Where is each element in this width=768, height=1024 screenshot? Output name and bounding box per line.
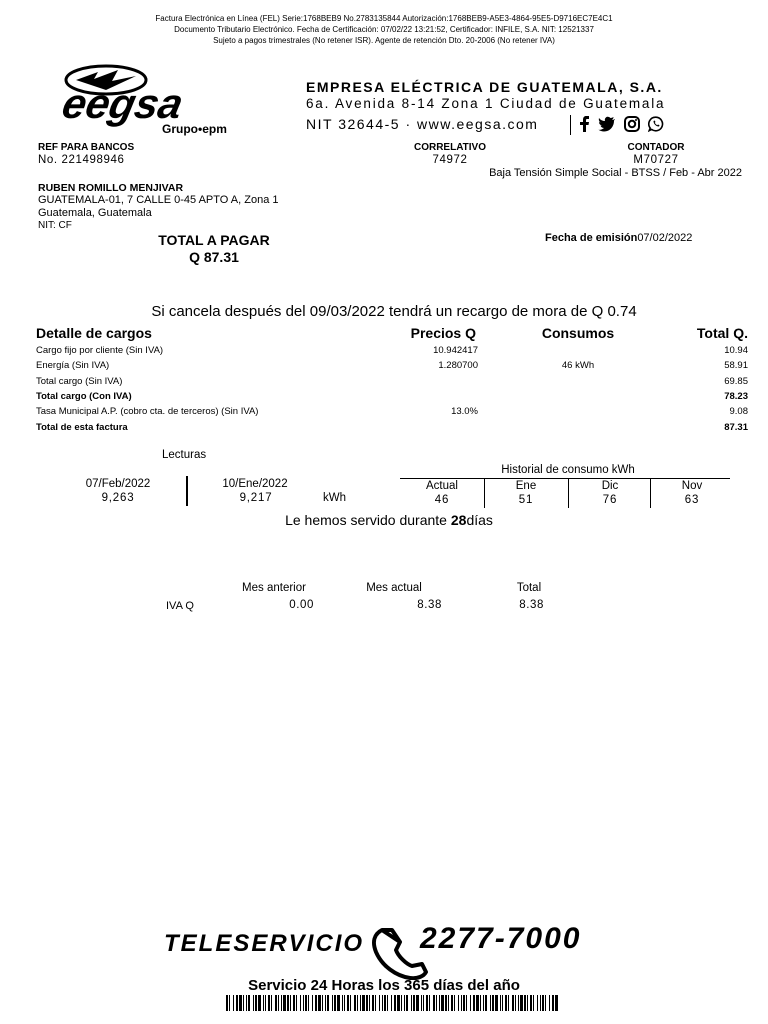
header-total: Total Q. — [696, 325, 748, 341]
barcode-bar — [533, 995, 534, 1011]
barcode-bar — [253, 995, 254, 1011]
history-separator — [650, 478, 651, 508]
barcode-bar — [401, 995, 402, 1011]
barcode-bar — [265, 995, 266, 1011]
service-days-prefix: Le hemos servido durante — [285, 512, 447, 528]
charge-row — [36, 345, 748, 360]
barcode-bar — [413, 995, 415, 1011]
barcode-bar — [322, 995, 323, 1011]
charge-row — [36, 376, 748, 391]
barcode-bar — [527, 995, 528, 1011]
barcode-bar — [537, 995, 538, 1011]
reading-previous-value: 9,217 — [239, 492, 273, 504]
whatsapp-icon[interactable] — [648, 116, 664, 132]
barcode-bar — [483, 995, 484, 1011]
barcode-bar — [500, 995, 501, 1011]
emission-date — [545, 232, 692, 244]
barcode-bar — [347, 995, 349, 1011]
barcode-bar — [275, 995, 277, 1011]
barcode-bar — [327, 995, 329, 1011]
charge-price: 1.280700 — [438, 360, 478, 372]
history-month-value: 51 — [518, 494, 534, 506]
barcode-bar — [463, 995, 465, 1011]
reading-previous-date: 10/Ene/2022 — [222, 478, 288, 490]
customer-nit: NIT: CF — [38, 220, 72, 231]
twitter-icon[interactable] — [598, 116, 616, 132]
charge-price: 10.942417 — [433, 345, 478, 356]
logo-group: Grupo•epm — [162, 122, 227, 136]
barcode-bar — [375, 995, 376, 1011]
charge-row — [36, 406, 748, 421]
barcode-bar — [342, 995, 343, 1011]
barcode-bar — [233, 995, 234, 1011]
barcode-bar — [300, 995, 301, 1011]
barcode-bar — [391, 995, 392, 1011]
barcode-bar — [312, 995, 313, 1011]
barcode — [226, 995, 556, 1011]
barcode-bar — [369, 995, 370, 1011]
barcode-bar — [226, 995, 228, 1011]
barcode-bar — [549, 995, 550, 1011]
history-month-label: Ene — [515, 480, 537, 492]
barcode-bar — [441, 995, 444, 1011]
barcode-bar — [229, 995, 230, 1011]
charge-consumption: 46 kWh — [561, 360, 595, 372]
barcode-bar — [470, 995, 471, 1011]
logo-wordmark: eegsa — [62, 80, 188, 127]
barcode-bar — [473, 995, 475, 1011]
contador-label: CONTADOR — [627, 142, 685, 153]
barcode-bar — [508, 995, 509, 1011]
tariff-description: Baja Tensión Simple Social - BTSS / Feb - Abr 2022 — [489, 167, 742, 179]
history-month-label: Dic — [601, 480, 619, 492]
barcode-bar — [426, 995, 428, 1011]
barcode-bar — [287, 995, 289, 1011]
charge-total: 9.08 — [729, 406, 748, 418]
barcode-bar — [552, 995, 554, 1011]
fel-line-2: Documento Tributario Electrónico. Fecha de Certificación: 07/02/22 13:21:52, Certificador: INFILE, S.A. NIT: 12521337 — [174, 25, 594, 34]
history-rule — [400, 478, 730, 479]
barcode-bar — [334, 995, 336, 1011]
barcode-bar — [281, 995, 282, 1011]
emission-label: Fecha de emisión — [545, 232, 638, 244]
history-month-value: 76 — [602, 494, 618, 506]
barcode-bar — [366, 995, 368, 1011]
iva-header-previous: Mes anterior — [242, 582, 306, 594]
barcode-bar — [271, 995, 272, 1011]
barcode-bar — [540, 995, 541, 1011]
barcode-bar — [332, 995, 333, 1011]
barcode-bar — [404, 995, 405, 1011]
iva-header-current: Mes actual — [366, 582, 422, 594]
barcode-bar — [354, 995, 356, 1011]
barcode-bar — [293, 995, 295, 1011]
barcode-bar — [545, 995, 546, 1011]
fel-line-1: Factura Electrónica en Línea (FEL) Serie:1768BEB9 No.2783135844 Autorización:1768BEB9-A5E3-4864-95E5-D9716EC7E4C1 — [155, 14, 613, 23]
barcode-bar — [480, 995, 481, 1011]
teleservicio-label: TELESERVICIO — [164, 930, 365, 957]
barcode-bar — [495, 995, 498, 1011]
barcode-bar — [315, 995, 317, 1011]
barcode-bar — [278, 995, 279, 1011]
barcode-bar — [308, 995, 309, 1011]
barcode-bar — [454, 995, 455, 1011]
barcode-bar — [372, 995, 374, 1011]
charge-total: 10.94 — [724, 345, 748, 356]
history-separator — [484, 478, 485, 508]
barcode-bar — [423, 995, 424, 1011]
total-label: TOTAL A PAGAR — [158, 232, 270, 248]
barcode-bar — [268, 995, 270, 1011]
readings-separator — [186, 476, 188, 506]
barcode-bar — [362, 995, 365, 1011]
reading-current-value: 9,263 — [101, 492, 135, 504]
charge-row — [36, 391, 748, 406]
readings-title: Lecturas — [162, 449, 207, 461]
barcode-bar — [325, 995, 326, 1011]
charge-total: 87.31 — [724, 421, 748, 433]
barcode-bar — [236, 995, 238, 1011]
barcode-bar — [476, 995, 479, 1011]
barcode-bar — [421, 995, 422, 1011]
header-detail: Detalle de cargos — [36, 325, 152, 341]
barcode-bar — [318, 995, 321, 1011]
barcode-bar — [384, 995, 386, 1011]
barcode-bar — [429, 995, 430, 1011]
barcode-bar — [439, 995, 440, 1011]
barcode-bar — [387, 995, 388, 1011]
barcode-bar — [555, 995, 558, 1011]
barcode-bar — [379, 995, 380, 1011]
charge-label: Tasa Municipal A.P. (cobro cta. de terceros) (Sin IVA) — [36, 406, 259, 418]
barcode-bar — [445, 995, 447, 1011]
barcode-bar — [466, 995, 467, 1011]
barcode-bar — [518, 995, 519, 1011]
barcode-bar — [243, 995, 244, 1011]
barcode-bar — [502, 995, 503, 1011]
charge-label: Total cargo (Con IVA) — [36, 390, 132, 402]
barcode-bar — [485, 995, 487, 1011]
barcode-bar — [382, 995, 383, 1011]
teleservicio-phone: 2277-7000 — [420, 922, 582, 955]
barcode-bar — [357, 995, 358, 1011]
charges-header — [36, 325, 748, 343]
barcode-bar — [542, 995, 544, 1011]
barcode-bar — [394, 995, 396, 1011]
barcode-bar — [505, 995, 507, 1011]
barcode-bar — [305, 995, 307, 1011]
iva-previous: 0.00 — [289, 599, 314, 611]
ref-value: No. 221498946 — [38, 154, 125, 166]
barcode-bar — [451, 995, 453, 1011]
barcode-bar — [515, 995, 516, 1011]
late-fee-notice: Si cancela después del 09/03/2022 tendrá un recargo de mora de Q 0.74 — [151, 303, 637, 320]
barcode-bar — [344, 995, 345, 1011]
barcode-bar — [433, 995, 435, 1011]
barcode-bar — [520, 995, 523, 1011]
ref-label: REF PARA BANCOS — [38, 142, 135, 153]
iva-current: 8.38 — [417, 599, 442, 611]
barcode-bar — [350, 995, 351, 1011]
header-consumption: Consumos — [541, 325, 615, 341]
customer-address-2: Guatemala, Guatemala — [38, 207, 152, 219]
iva-header-total: Total — [516, 582, 542, 594]
charge-label: Cargo fijo por cliente (Sin IVA) — [36, 345, 164, 356]
customer-name: RUBEN ROMILLO MENJIVAR — [38, 182, 184, 194]
barcode-bar — [461, 995, 462, 1011]
instagram-icon[interactable] — [624, 116, 640, 132]
barcode-bar — [296, 995, 297, 1011]
company-name: EMPRESA ELÉCTRICA DE GUATEMALA, S.A. — [306, 79, 663, 95]
barcode-bar — [411, 995, 412, 1011]
barcode-bar — [406, 995, 408, 1011]
history-separator — [568, 478, 569, 508]
charge-label: Total de esta factura — [36, 421, 128, 433]
barcode-bar — [263, 995, 264, 1011]
barcode-bar — [239, 995, 242, 1011]
barcode-bar — [524, 995, 526, 1011]
barcode-bar — [360, 995, 361, 1011]
barcode-bar — [303, 995, 304, 1011]
history-title: Historial de consumo kWh — [501, 464, 635, 476]
social-icons — [578, 116, 664, 132]
charge-price: 13.0% — [451, 406, 478, 418]
charge-total: 78.23 — [724, 390, 748, 402]
charge-total: 58.91 — [724, 360, 748, 372]
barcode-bar — [512, 995, 514, 1011]
reading-unit: kWh — [323, 492, 346, 504]
contador-value: M70727 — [633, 154, 679, 166]
customer-address-1: GUATEMALA-01, 7 CALLE 0-45 APTO A, Zona 1 — [38, 194, 279, 206]
eegsa-logo — [62, 62, 242, 138]
charge-label: Energía (Sin IVA) — [36, 360, 110, 372]
reading-current-date: 07/Feb/2022 — [85, 478, 151, 490]
facebook-icon[interactable] — [578, 116, 590, 132]
barcode-bar — [255, 995, 257, 1011]
teleservicio-subtitle: Servicio 24 Horas los 365 días del año — [248, 977, 520, 994]
barcode-bar — [490, 995, 491, 1011]
charge-row — [36, 360, 748, 375]
barcode-bar — [397, 995, 400, 1011]
barcode-bar — [258, 995, 261, 1011]
barcode-bar — [337, 995, 340, 1011]
service-days-text — [0, 512, 768, 528]
header-price: Precios Q — [410, 325, 476, 341]
barcode-bar — [416, 995, 419, 1011]
barcode-bar — [290, 995, 291, 1011]
charge-label: Total cargo (Sin IVA) — [36, 375, 123, 387]
total-value: Q 87.31 — [189, 249, 239, 265]
barcode-bar — [530, 995, 532, 1011]
barcode-bar — [248, 995, 250, 1011]
barcode-bar — [436, 995, 437, 1011]
charge-total: 69.85 — [724, 375, 748, 387]
social-divider — [570, 115, 571, 135]
service-days-suffix: días — [466, 512, 493, 528]
company-nit-web: NIT 32644-5 · www.eegsa.com — [306, 116, 539, 132]
barcode-bar — [246, 995, 247, 1011]
company-address: 6a. Avenida 8-14 Zona 1 Ciudad de Guatemala — [306, 96, 666, 111]
charge-row — [36, 422, 748, 437]
barcode-bar — [283, 995, 286, 1011]
emission-value: 07/02/2022 — [637, 232, 693, 244]
barcode-bar — [492, 995, 494, 1011]
history-month-label: Nov — [681, 480, 703, 492]
history-month-label: Actual — [426, 480, 458, 492]
iva-total: 8.38 — [519, 599, 544, 611]
barcode-bar — [448, 995, 449, 1011]
history-month-value: 63 — [684, 494, 700, 506]
correlativo-label: CORRELATIVO — [413, 142, 487, 153]
barcode-bar — [458, 995, 459, 1011]
service-days-count: 28 — [450, 512, 467, 528]
correlativo-value: 74972 — [432, 154, 468, 166]
fel-line-3: Sujeto a pagos trimestrales (No retener ISR). Agente de retención Dto. 20-2006 (No retener IVA) — [213, 36, 555, 45]
iva-label: IVA Q — [166, 600, 194, 612]
history-month-value: 46 — [434, 494, 450, 506]
